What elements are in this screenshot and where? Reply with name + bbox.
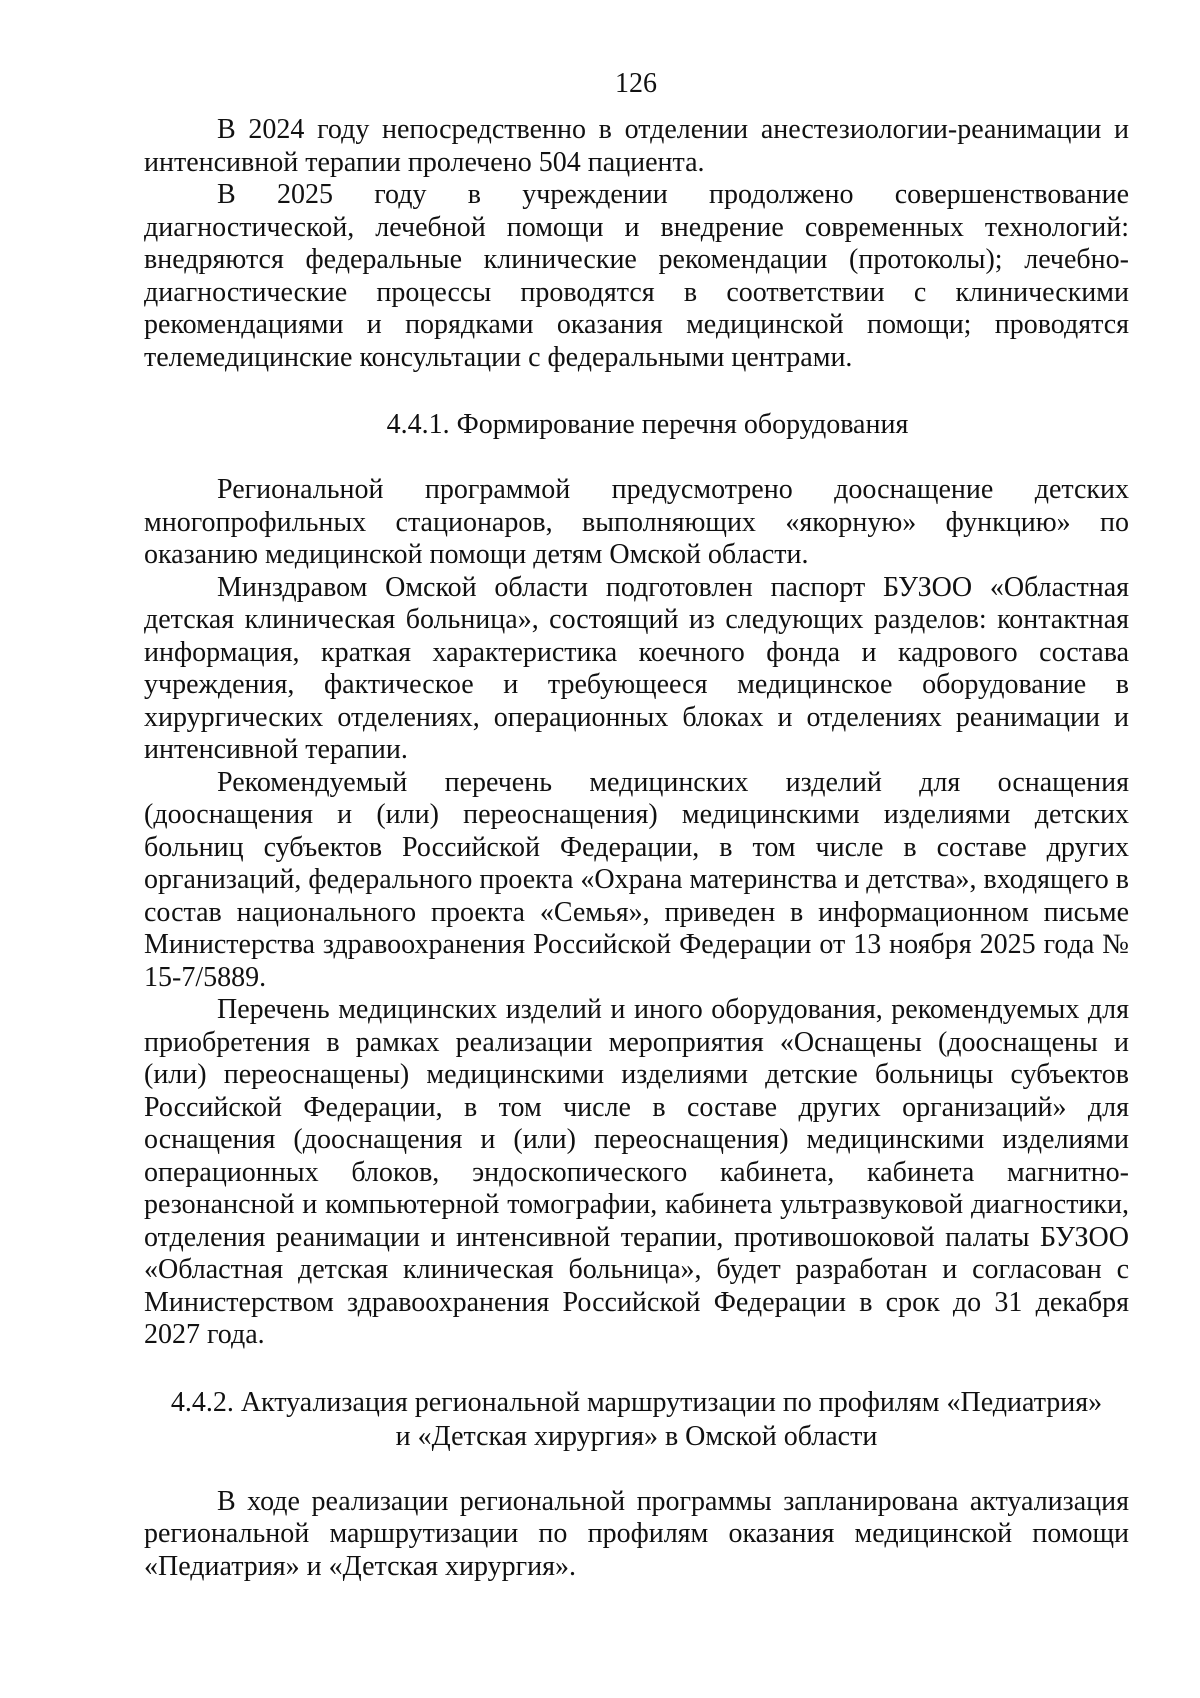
paragraph-intro-1: В 2024 году непосредственно в отделении анестезиологии-реанимации и интенсивной терапии пролечено 504 пациента. xyxy=(144,114,1129,178)
paragraph-441-1: Региональной программой предусмотрено дооснащение детских многопрофильных стационаров, выполняющих «якорную» функцию» по оказанию медицинской помощи детям Омской области. xyxy=(144,474,1129,570)
paragraph-441-2: Минздравом Омской области подготовлен паспорт БУЗОО «Областная детская клиническая больница», состоящий из следующих разделов: контактная информация, краткая характеристика коечного фонда и кадрового состава учреждения, фактическое и требующееся медицинское оборудование в хирургических отделениях, операционных блоках и отделениях реанимации и интенсивной терапии. xyxy=(144,571,1129,765)
document-body xyxy=(144,114,1129,1583)
page-number: 126 xyxy=(615,68,657,99)
paragraph-441-3: Рекомендуемый перечень медицинских изделий для оснащения (дооснащения и (или) переоснащения) медицинскими изделиями детских больниц субъектов Российской Федерации, в том числе в составе других организаций, федерального проекта «Охрана материнства и детства», входящего в состав национального проекта «Семья», приведен в информационном письме Министерства здравоохранения Российской Федерации от 13 ноября 2025 года № 15-7/5889. xyxy=(144,766,1129,993)
paragraph-intro-2: В 2025 году в учреждении продолжено совершенствование диагностической, лечебной помощи и внедрение современных технологий: внедряются федеральные клинические рекомендации (протоколы); лечебно-диагностические процессы проводятся в соответствии с клиническими рекомендациями и порядками оказания медицинской помощи; проводятся телемедицинские консультации с федеральными центрами. xyxy=(144,179,1129,373)
section-heading-4-4-2-line-2: и «Детская хирургия» в Омской области xyxy=(395,1420,878,1452)
section-heading-4-4-1: 4.4.1. Формирование перечня оборудования xyxy=(386,409,909,440)
section-heading-4-4-2-line-1: 4.4.2. Актуализация региональной маршрутизации по профилям «Педиатрия» xyxy=(170,1386,1103,1418)
paragraph-442-1: В ходе реализации региональной программы запланирована актуализация региональной маршрутизации по профилям оказания медицинской помощи «Педиатрия» и «Детская хирургия». xyxy=(144,1485,1129,1582)
paragraph-441-4: Перечень медицинских изделий и иного оборудования, рекомендуемых для приобретения в рамках реализации мероприятия «Оснащены (дооснащены и (или) переоснащены) медицинскими изделиями детские больницы субъектов Российской Федерации, в том числе в составе других организаций» для оснащения (дооснащения и (или) переоснащения) медицинскими изделиями операционных блоков, эндоскопического кабинета, кабинета магнитно-резонансной и компьютерной томографии, кабинета ультразвуковой диагностики, отделения реанимации и интенсивной терапии, противошоковой палаты БУЗОО «Областная детская клиническая больница», будет разработан и согласован с Министерством здравоохранения Российской Федерации в срок до 31 декабря 2027 года. xyxy=(144,994,1129,1350)
section-heading-4-4-2 xyxy=(144,1386,1129,1454)
